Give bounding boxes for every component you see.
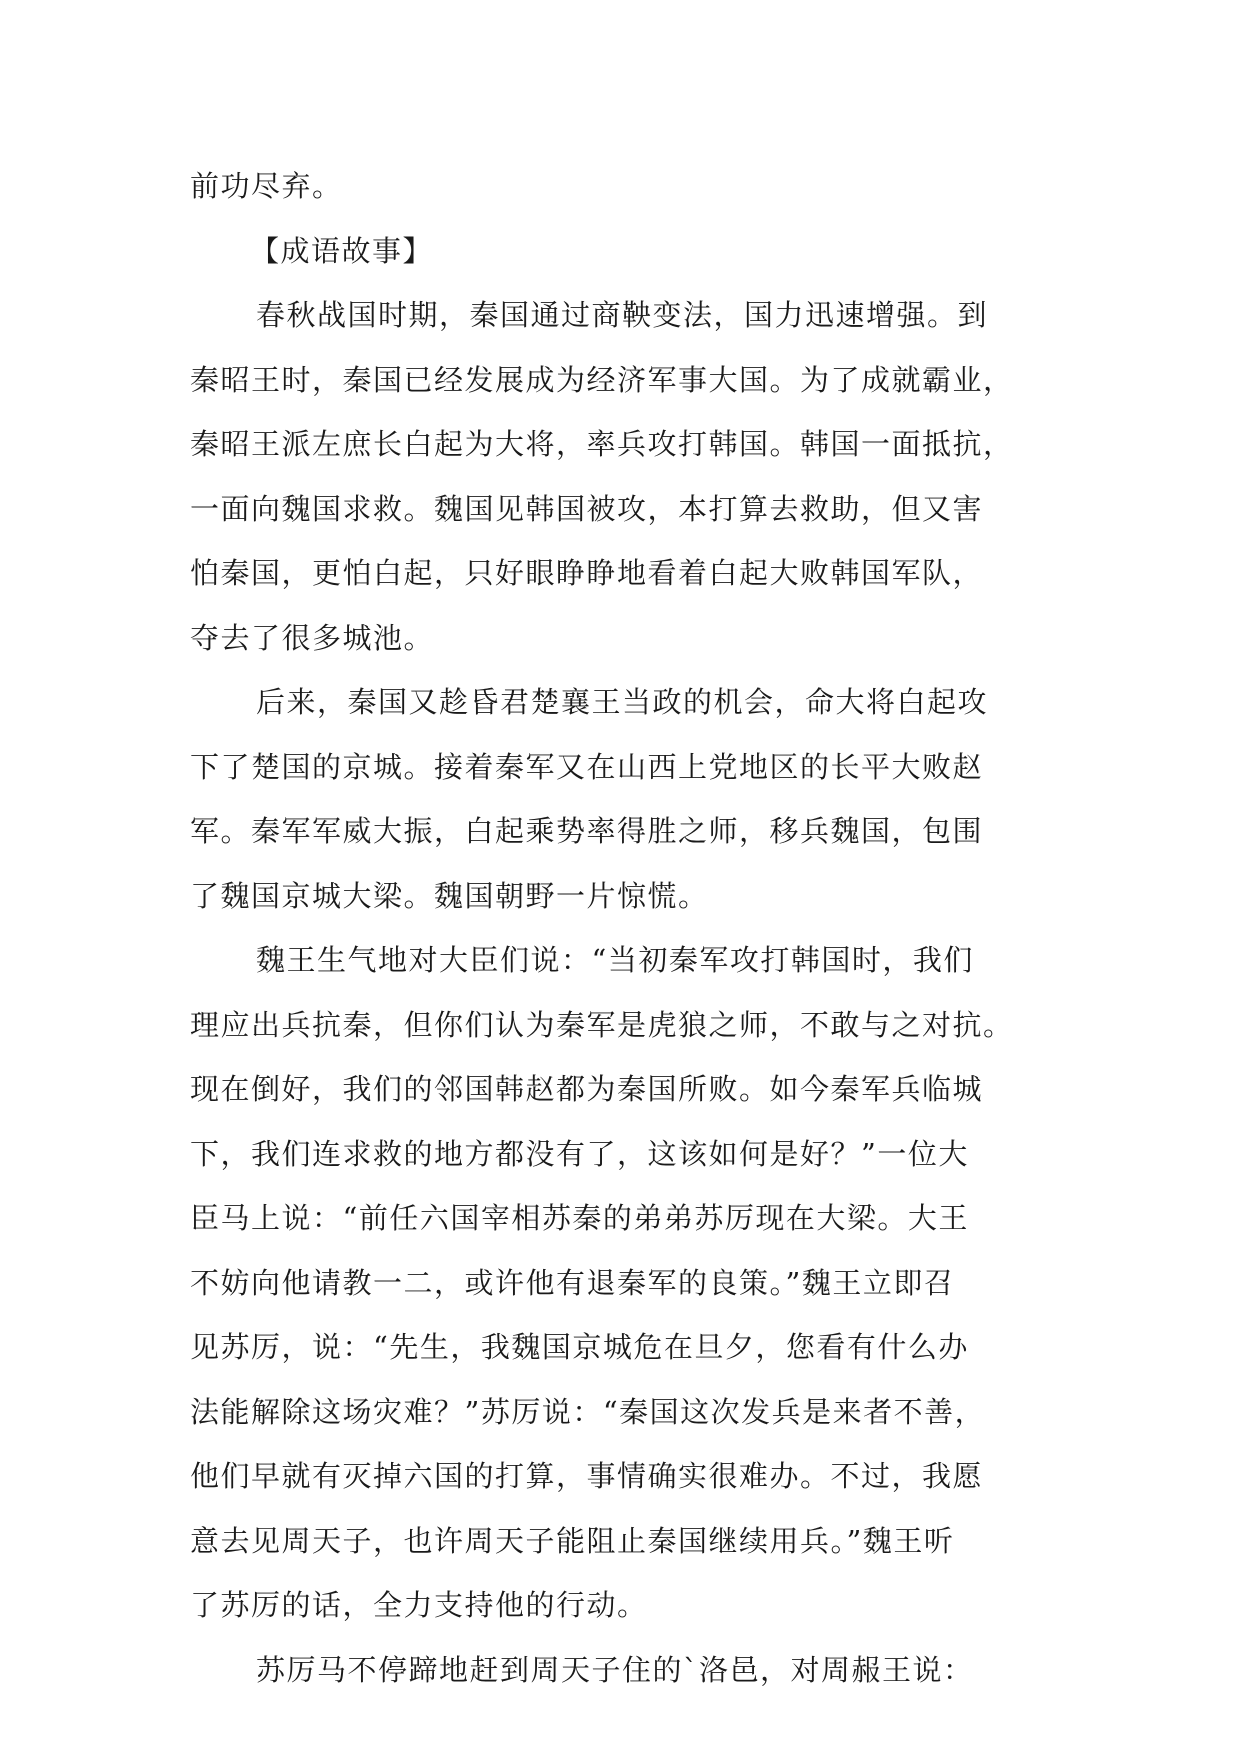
text-line: 意去见周天子，也许周天子能阻止秦国继续用兵。”魏王听 (190, 1523, 955, 1558)
text-line: 法能解除这场灾难？”苏厉说：“秦国这次发兵是来者不善， (190, 1394, 986, 1429)
text-line: 秦昭王时，秦国已经发展成为经济军事大国。为了成就霸业， (190, 362, 1014, 397)
text-line: 一面向魏国求救。魏国见韩国被攻，本打算去救助，但又害 (190, 491, 984, 526)
text-line: 了苏厉的话，全力支持他的行动。 (190, 1588, 648, 1622)
text-line: 前功尽弃。 (190, 169, 343, 203)
document-body (190, 154, 1052, 1702)
text-line: 夺去了很多城池。 (190, 620, 435, 655)
text-line: 见苏厉，说：“先生，我魏国京城危在旦夕，您看有什么办 (190, 1330, 969, 1364)
text-line: 下了楚国的京城。接着秦军又在山西上党地区的长平大败赵 (190, 749, 984, 784)
text-line: 他们早就有灭掉六国的打算，事情确实很难办。不过，我愿 (190, 1459, 984, 1493)
paragraph-first-line: 春秋战国时期，秦国通过商鞅变法，国力迅速增强。到 (256, 298, 989, 332)
text-line: 怕秦国，更怕白起，只好眼睁睁地看着白起大败韩国军队， (190, 556, 984, 590)
paragraph-first-line: 魏王生气地对大臣们说：“当初秦军攻打韩国时，我们 (256, 943, 974, 977)
text-line: 现在倒好，我们的邻国韩赵都为秦国所败。如今秦军兵临城 (190, 1072, 984, 1106)
paragraph-first-line: 后来，秦国又趁昏君楚襄王当政的机会，命大将白起攻 (256, 685, 989, 719)
text-line: 秦昭王派左庶长白起为大将，率兵攻打韩国。韩国一面抵抗， (190, 427, 1014, 461)
text-line: 了魏国京城大梁。魏国朝野一片惊慌。 (190, 878, 709, 913)
text-line: 不妨向他请教一二，或许他有退秦军的良策。”魏王立即召 (190, 1265, 955, 1300)
text-line: 下，我们连求救的地方都没有了，这该如何是好？”一位大 (190, 1136, 969, 1171)
text-line: 理应出兵抗秦，但你们认为秦军是虎狼之师，不敢与之对抗。 (190, 1007, 1014, 1042)
paragraph-first-line: 苏厉马不停蹄地赶到周天子住的`洛邑，对周赧王说： (256, 1652, 974, 1687)
text-line: 军。秦军军威大振，白起乘势率得胜之师，移兵魏国，包围 (190, 814, 984, 848)
section-heading: 【成语故事】 (250, 233, 434, 268)
text-line: 臣马上说：“前任六国宰相苏秦的弟弟苏厉现在大梁。大王 (190, 1201, 969, 1235)
